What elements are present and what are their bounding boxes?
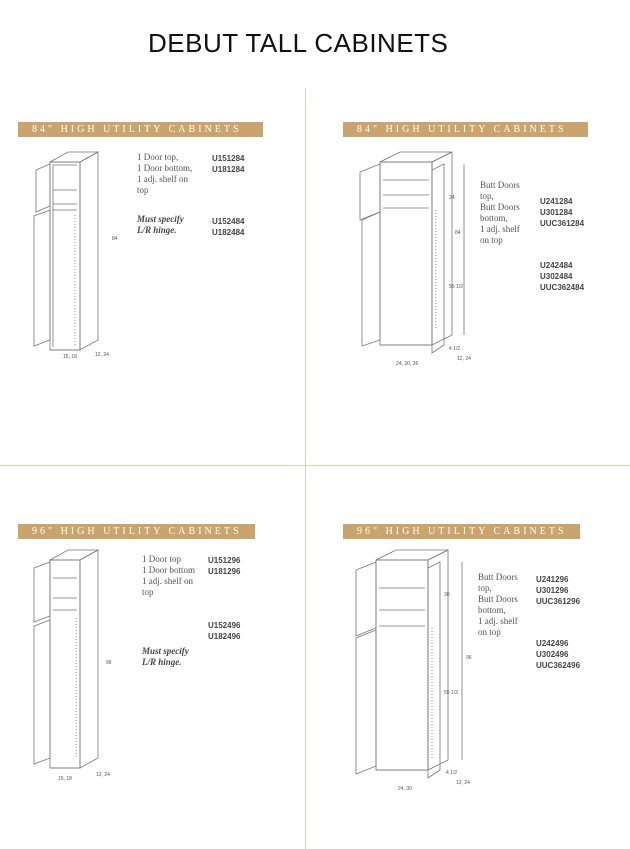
model-codes-alt: U242496 U302496 UUC362496 <box>536 639 581 670</box>
model-codes-hinged: U152496 U182496 <box>208 621 241 641</box>
width-dimension: 15, 18 <box>63 354 77 360</box>
section-banner: 84" HIGH UTILITY CABINETS <box>343 122 588 137</box>
depth-dimension: 12, 24 <box>95 352 109 358</box>
model-codes: U241284 U301284 UUC361284 <box>540 197 585 228</box>
base-dimension: 4 1/2 <box>449 346 461 352</box>
model-codes: U151296 U181296 <box>208 556 241 576</box>
section-banner: 84" HIGH UTILITY CABINETS <box>18 122 263 137</box>
page-title: DEBUT TALL CABINETS <box>148 28 449 58</box>
cabinet-drawing <box>28 150 118 365</box>
description: Butt Doors top, Butt Doors bottom, 1 adj. shelf on top <box>480 180 520 245</box>
model-codes: U241296 U301296 UUC361296 <box>536 575 581 606</box>
depth-dimension: 12, 24 <box>456 780 470 786</box>
cabinet-drawing <box>28 548 118 778</box>
description: 1 Door top 1 Door bottom 1 adj. shelf on top <box>142 554 195 597</box>
cabinet-drawing <box>348 548 473 788</box>
mid-dimension: 55 1/2 <box>449 284 463 290</box>
width-dimension: 24, 30, 36 <box>396 361 419 367</box>
section-banner: 96" HIGH UTILITY CABINETS <box>343 524 580 539</box>
model-codes: U151284 U181284 <box>212 154 245 174</box>
depth-dimension: 12, 24 <box>96 772 110 778</box>
hinge-note: Must specify L/R hinge. <box>137 214 184 235</box>
width-dimension: 24, 30 <box>398 786 412 792</box>
top-dimension: 30 <box>444 592 450 598</box>
vertical-divider <box>305 88 306 849</box>
section-banner: 96" HIGH UTILITY CABINETS <box>18 524 255 539</box>
description: Butt Doors top, Butt Doors bottom, 1 adj. shelf on top <box>478 572 518 637</box>
description: 1 Door top, 1 Door bottom, 1 adj. shelf on top <box>137 152 193 195</box>
base-dimension: 4 1/2 <box>446 770 458 776</box>
model-codes-hinged: U152484 U182484 <box>212 217 245 237</box>
height-dimension: 96 <box>466 655 472 661</box>
model-codes-alt: U242484 U302484 UUC362484 <box>540 261 585 292</box>
hinge-note: Must specify L/R hinge. <box>142 646 189 667</box>
mid-dimension: 55 1/2 <box>444 690 458 696</box>
height-dimension: 96 <box>106 660 112 666</box>
height-dimension: 84 <box>112 236 118 242</box>
height-dimension: 84 <box>455 230 461 236</box>
cabinet-drawing <box>352 150 472 362</box>
depth-dimension: 12, 24 <box>457 356 471 362</box>
top-dimension: 24 <box>449 195 455 201</box>
horizontal-divider <box>0 465 630 466</box>
width-dimension: 15, 18 <box>58 776 72 782</box>
